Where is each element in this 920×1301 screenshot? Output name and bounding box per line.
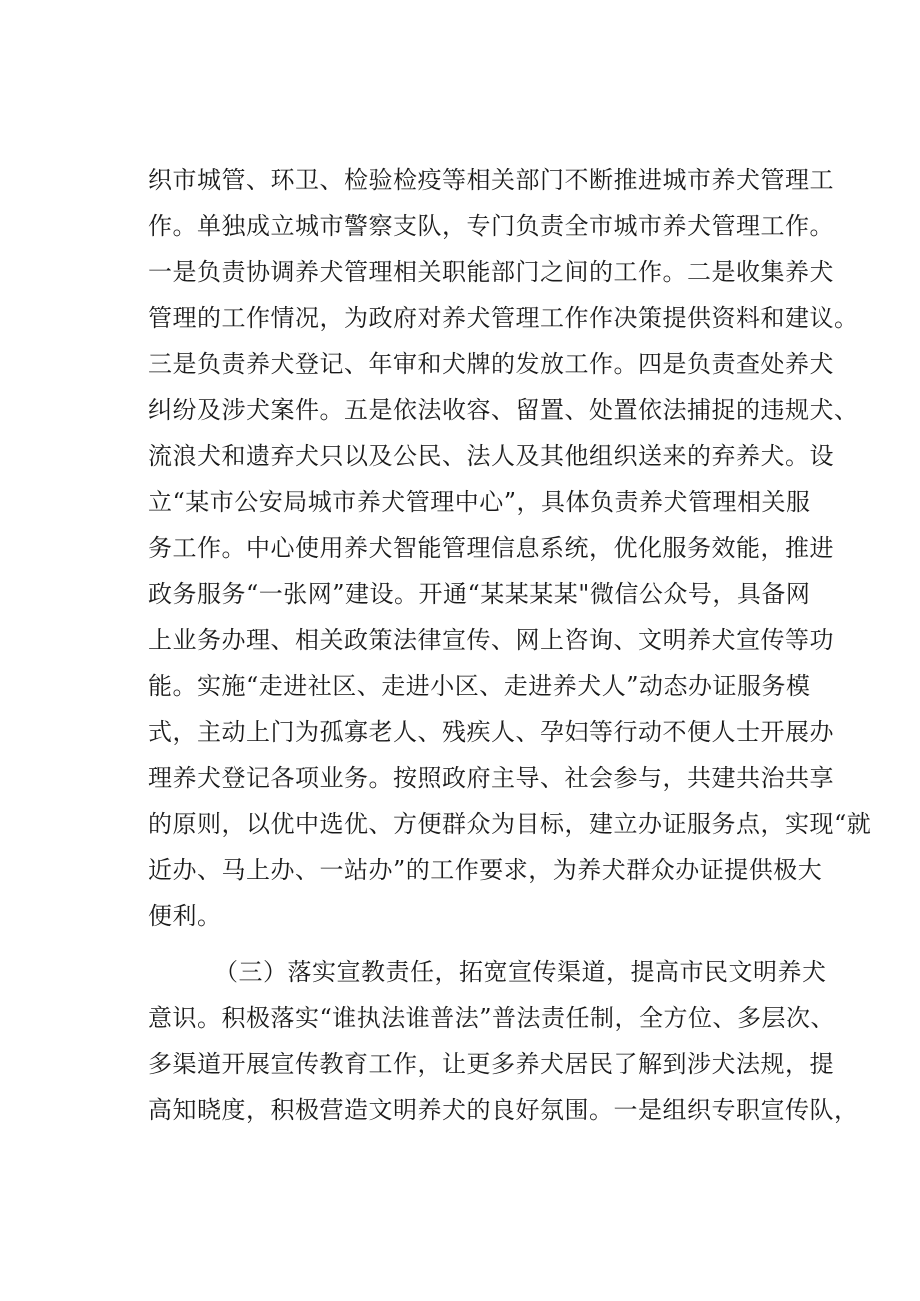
paragraph-line: 流浪犬和遗弃犬只以及公民、法人及其他组织送来的弃养犬。设	[148, 442, 834, 470]
paragraph-line: 一是负责协调养犬管理相关职能部门之间的工作。二是收集养犬	[148, 258, 834, 286]
section-heading-line: （三）落实宣教责任，拓宽宣传渠道，提高市民文明养犬	[214, 958, 827, 986]
paragraph-line: 纠纷及涉犬案件。五是依法收容、留置、处置依法捕捉的违规犬、	[148, 396, 859, 424]
paragraph-line: 便利。	[148, 902, 222, 930]
paragraph-line: 立“某市公安局城市养犬管理中心”，具体负责养犬管理相关服	[148, 488, 811, 516]
paragraph-line: 管理的工作情况，为政府对养犬管理工作作决策提供资料和建议。	[148, 304, 859, 332]
paragraph-line: 意识。积极落实“谁执法谁普法”普法责任制，全方位、多层次、	[148, 1004, 836, 1032]
paragraph-line: 政务服务“一张网”建设。开通“某某某某"微信公众号，具备网	[148, 580, 811, 608]
paragraph-line: 三是负责养犬登记、年审和犬牌的发放工作。四是负责查处养犬	[148, 350, 834, 378]
paragraph-line: 式，主动上门为孤寡老人、残疾人、孕妇等行动不便人士开展办	[148, 718, 834, 746]
paragraph-line: 高知晓度，积极营造文明养犬的良好氛围。一是组织专职宣传队，	[148, 1096, 859, 1124]
paragraph-line: 近办、马上办、一站办”的工作要求，为养犬群众办证提供极大	[148, 856, 823, 884]
paragraph-line: 织市城管、环卫、检验检疫等相关部门不断推进城市养犬管理工	[148, 166, 834, 194]
paragraph-line: 务工作。中心使用养犬智能管理信息系统，优化服务效能，推进	[148, 534, 834, 562]
paragraph-line: 作。单独成立城市警察支队，专门负责全市城市养犬管理工作。	[148, 212, 834, 240]
paragraph-line: 能。实施“走进社区、走进小区、走进养犬人”动态办证服务模	[148, 672, 811, 700]
paragraph-line: 的原则，以优中选优、方便群众为目标，建立办证服务点，实现“就	[148, 810, 872, 838]
paragraph-line: 多渠道开展宣传教育工作，让更多养犬居民了解到涉犬法规，提	[148, 1050, 834, 1078]
paragraph-line: 理养犬登记各项业务。按照政府主导、社会参与，共建共治共享	[148, 764, 834, 792]
paragraph-line: 上业务办理、相关政策法律宣传、网上咨询、文明养犬宣传等功	[148, 626, 834, 654]
